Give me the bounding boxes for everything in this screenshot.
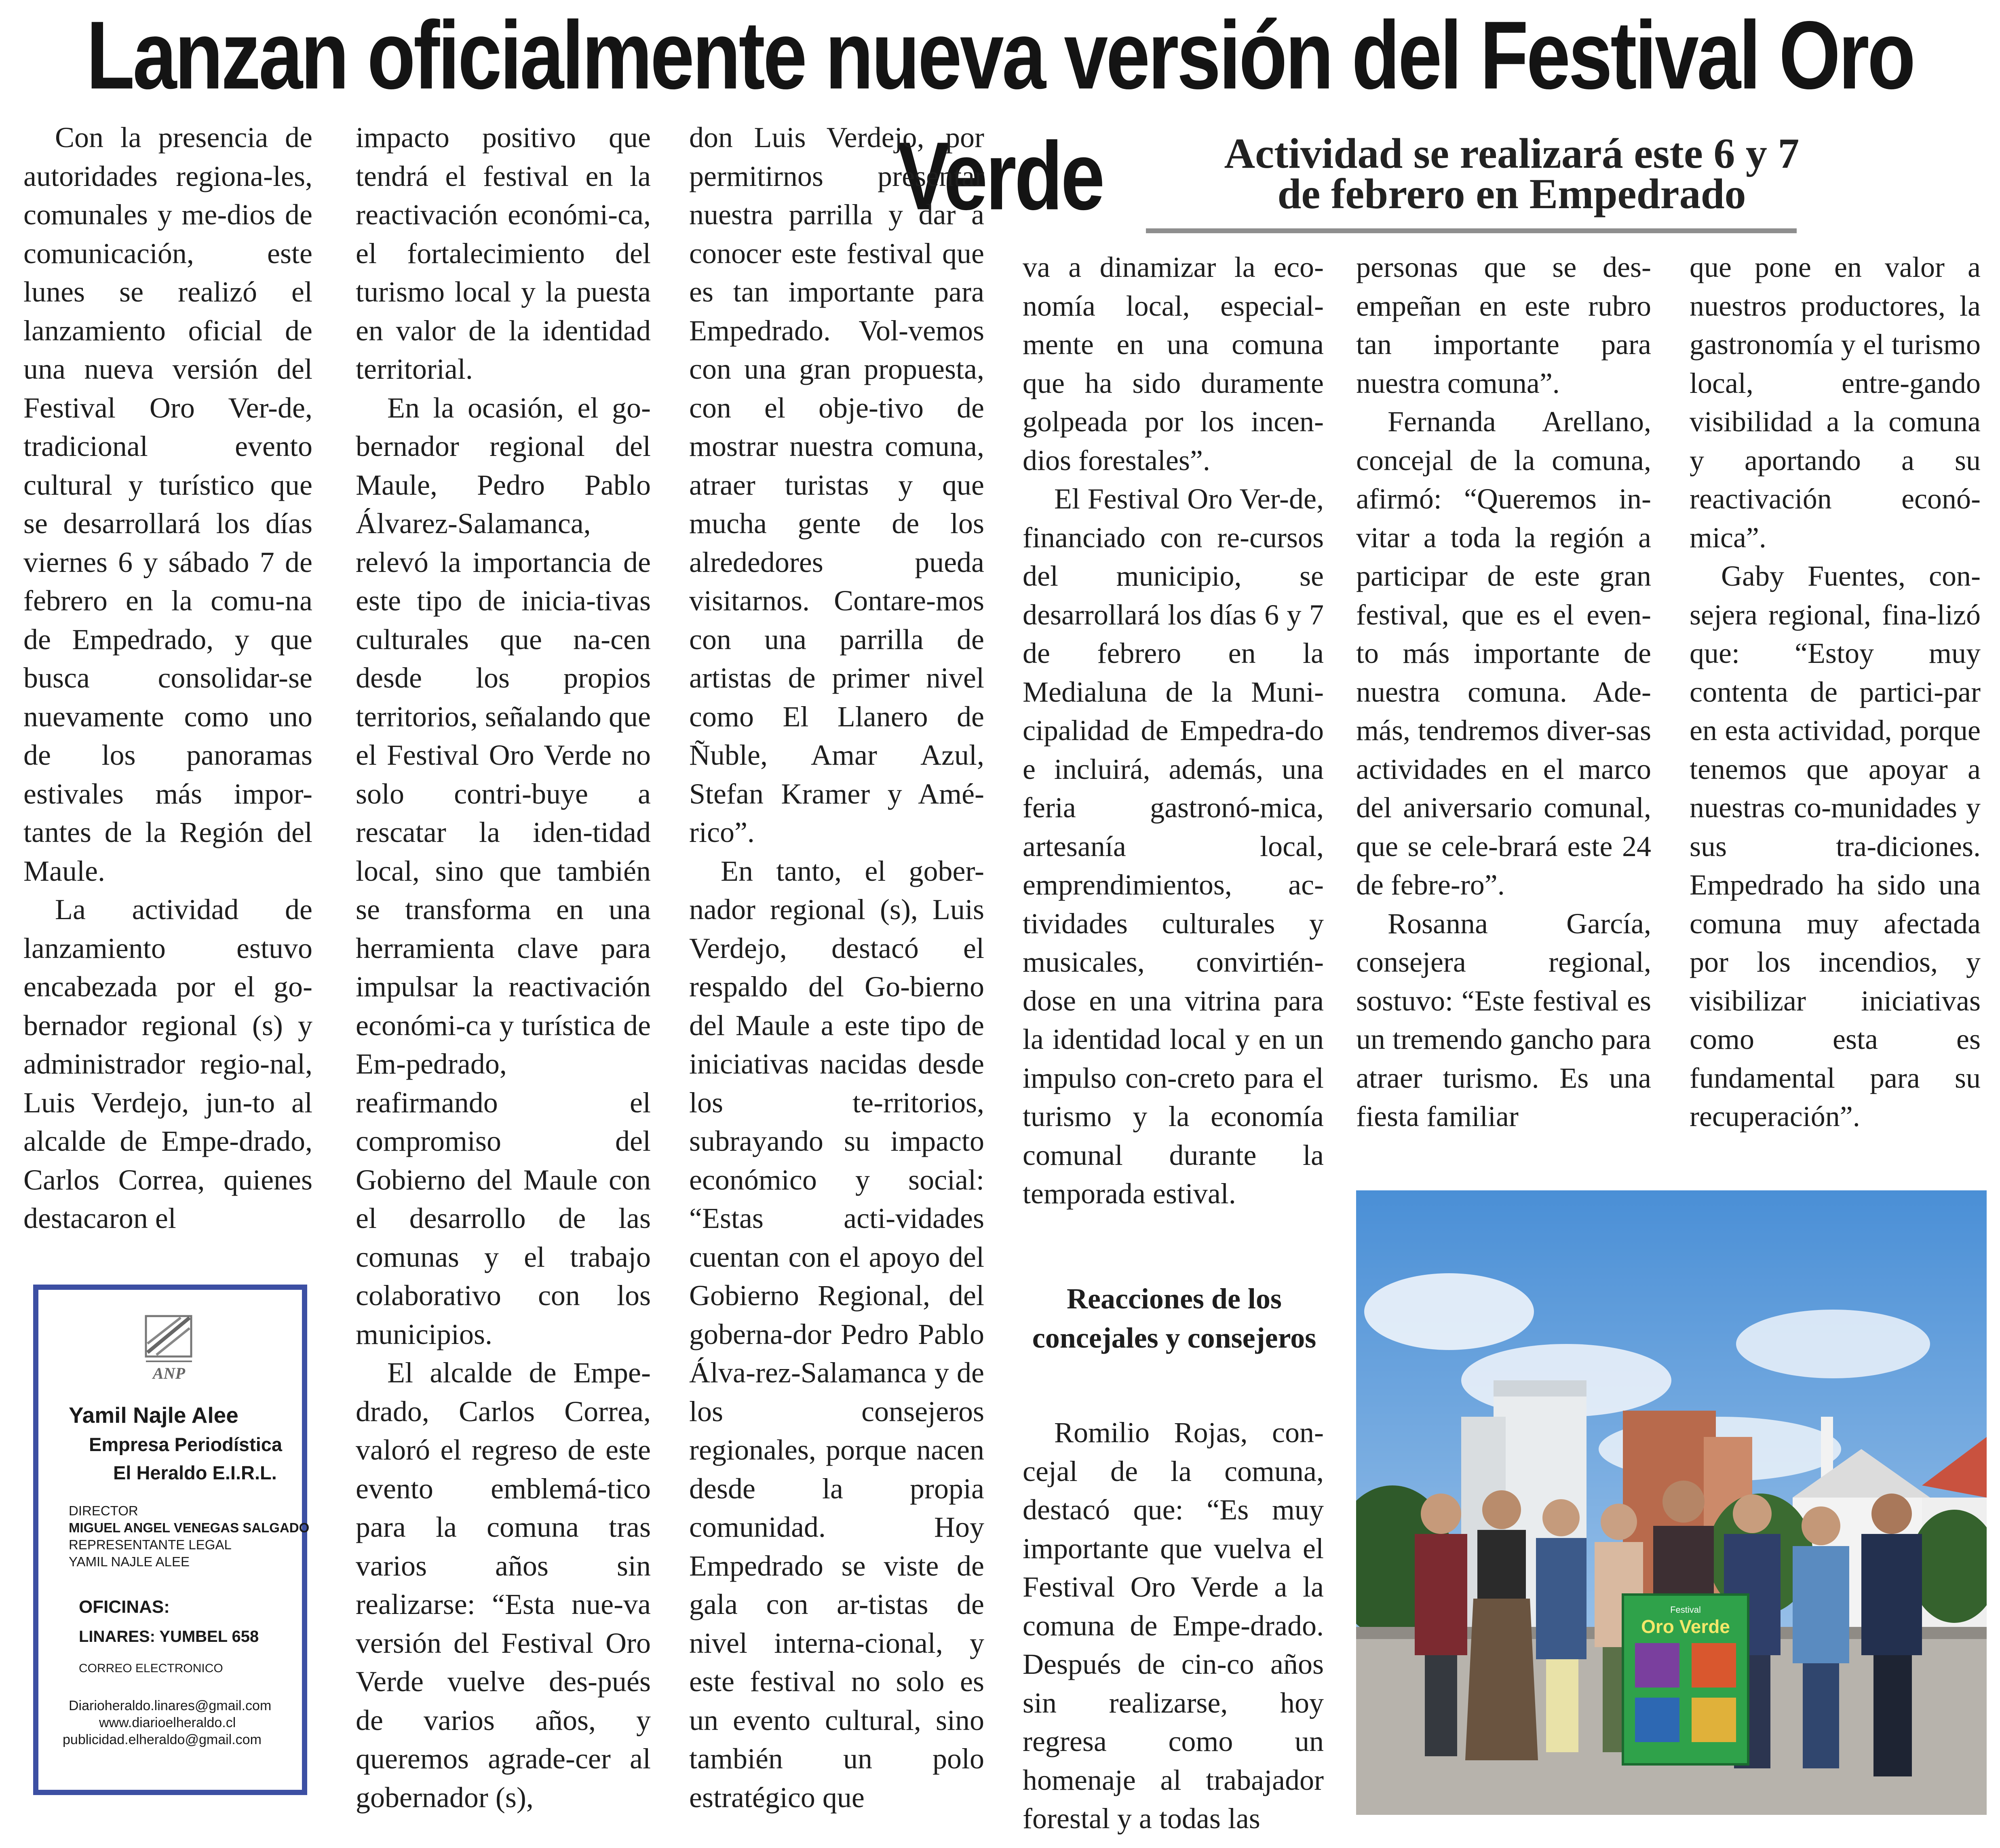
legal-rep-name: YAMIL NAJLE ALEE — [69, 1554, 190, 1569]
masthead-box — [33, 1285, 310, 1795]
column-4-paragraph-2: El Festival Oro Ver-de, financiado con re-cursos del municipio, se desarrollará los días 6 y 7 de febrero en la Medialuna de la Muni-cipalidad de Empedra-do e incluirá, además, una feria gastronó-mica, artesanía local, emprendimientos, ac-tividades culturales y musicales, convirtién-dose en una vitrina para la identidad local y en un impulso con-creto para el turismo y la economía comunal durante la temporada estival. — [1023, 483, 1324, 1210]
article-column-3 — [689, 118, 984, 1817]
column-1-paragraph-1: Con la presencia de autoridades regiona-les, comunales y me-dios de comunicación, este lunes se realizó el lanzamiento oficial de una nueva versión del Festival Oro Ver-de, tradicional evento cultural y turístico que se desarrollará los días viernes 6 y sábado 7 de febrero en la comu-na de Empedrado, y que busca consolidar-se nuevamente como uno de los panoramas estivales más impor-tantes de la Región del Maule. — [23, 121, 312, 887]
deck-line-1: Actividad se realizará este 6 y 7 — [1224, 130, 1800, 177]
website: www.diarioelheraldo.cl — [99, 1715, 236, 1730]
headline: Lanzan oficialmente nueva versión del Festival Oro Verde — [86, 1, 1914, 230]
deck-subtitle — [1128, 130, 1896, 217]
poster-title: Oro Verde — [1641, 1616, 1730, 1637]
email-news: Diarioheraldo.linares@gmail.com — [69, 1698, 272, 1713]
article-column-6 — [1690, 248, 1981, 1136]
column-4-paragraph-3: Romilio Rojas, con-cejal de la comuna, destacó que: “Es muy importante que vuelva el Festival Oro Verde a la comuna de Empe-drado. Después de cin-co años sin realizarse, hoy regresa como un homenaje al trabajador forestal y a todas las — [1023, 1416, 1324, 1835]
article-column-5 — [1356, 248, 1651, 1136]
publisher-name: Yamil Najle Alee — [69, 1403, 238, 1428]
section-subhead: Reacciones de los concejales y consejeros — [1032, 1283, 1316, 1354]
festival-poster-icon — [1623, 1595, 1748, 1764]
column-5-paragraph-3: Rosanna García, consejera regional, sostuvo: “Este festival es un tremendo gancho para atraer turismo. Es una fiesta familiar — [1356, 907, 1651, 1133]
column-2-paragraph-2: En la ocasión, el go-bernador regional del Maule, Pedro Pablo Álvarez-Salamanca, relevó la importancia de este tipo de inicia-tivas culturales que na-cen desde los propios territorios, señalando que el Festival Oro Verde no solo contri-buye a rescatar la iden-tidad local, sino que también se transforma en una herramienta clave para impulsar la reactivación económi-ca y turística de Em-pedrado, reafirmando el compromiso del Gobierno del Maule con el desarrollo de las comunas y el trabajo colaborativo con los municipios. — [356, 391, 651, 1350]
legal-rep-label: REPRESENTANTE LEGAL — [69, 1537, 232, 1552]
group-photo-image — [1356, 1190, 1987, 1815]
email-advertising: publicidad.elheraldo@gmail.com — [63, 1732, 262, 1747]
column-1-paragraph-2: La actividad de lanzamiento estuvo encabezada por el go-bernador regional (s) y administrador regio-nal, Luis Verdejo, jun-to al alcalde de Empe-drado, Carlos Correa, quienes destacaron el — [23, 893, 312, 1234]
deck-underline-rule — [1146, 228, 1797, 233]
column-6-paragraph-2: Gaby Fuentes, con-sejera regional, fina-lizó que: “Estoy muy contenta de partici-par en esta actividad, porque tenemos que apoyar a nuestras co-munidades y sus tra-diciones. Empedrado ha sido una comuna muy afectada por los incendios, y visibilizar iniciativas como esta es fundamental para su recuperación”. — [1690, 560, 1981, 1133]
anp-logo-icon — [139, 1312, 199, 1383]
director-name: MIGUEL ANGEL VENEGAS SALGADO — [69, 1520, 310, 1535]
company-line-1: Empresa Periodística — [89, 1434, 283, 1455]
column-5-paragraph-2: Fernanda Arellano, concejal de la comuna, afirmó: “Queremos in-vitar a toda la región a participar de este gran festival, que es el even-to más importante de nuestra comuna. Ade-más, tendremos diver-sas actividades en el marco del aniversario comunal, que se cele-brará este 24 de febre-ro”. — [1356, 405, 1651, 901]
email-label: CORREO ELECTRONICO — [79, 1662, 223, 1675]
column-5-paragraph-1: personas que se des-empeñan en este rubro tan importante para nuestra comuna”. — [1356, 251, 1651, 399]
article-column-4-top — [1023, 248, 1324, 1213]
anp-logo-text: ANP — [153, 1364, 185, 1382]
director-label: DIRECTOR — [69, 1503, 138, 1518]
offices-address: LINARES: YUMBEL 658 — [79, 1628, 259, 1645]
column-2-paragraph-3: El alcalde de Empe-drado, Carlos Correa, valoró el regreso de este evento emblemá-tico para la comuna tras varios años sin realizarse: “Esta nue-va versión del Festival Oro Verde vuelve des-pués de varios años, y queremos agrade-cer al gobernador (s), — [356, 1356, 651, 1814]
column-3-paragraph-2: En tanto, el gober-nador regional (s), Luis Verdejo, destacó el respaldo del Go-bierno del Maule a este tipo de iniciativas nacidas desde los te-rritorios, subrayando su impacto económico y social: “Estas acti-vidades cuentan con el apoyo del Gobierno Regional, del goberna-dor Pedro Pablo Álva-rez-Salamanca y de los consejeros regionales, porque nacen desde la propia comunidad. Hoy Empedrado se viste de gala con ar-tistas de nivel interna-cional, y este festival no solo es un evento cultural, sino también un polo estratégico que — [689, 854, 984, 1814]
article-column-4-bottom — [1023, 1413, 1324, 1838]
column-2-paragraph-1: impacto positivo que tendrá el festival en la reactivación económi-ca, el fortalecimiento del turismo local y la puesta en valor de la identidad territorial. — [356, 121, 651, 385]
poster-small-title: Festival — [1670, 1605, 1701, 1615]
article-column-1 — [23, 118, 312, 1238]
company-line-2: El Heraldo E.I.R.L. — [113, 1462, 277, 1483]
deck-line-2: de febrero en Empedrado — [1277, 170, 1746, 217]
column-3-paragraph-1: don Luis Verdejo, por permitirnos presentar nuestra parrilla y dar a conocer este festival que es tan importante para Empedrado. Vol-vemos con una gran propuesta, con el obje-tivo de mostrar nuestra comuna, atraer turistas y que mucha gente de los alrededores pueda visitarnos. Contare-mos con una parrilla de artistas de primer nivel como El Llanero de Ñuble, Amar Azul, Stefan Kramer y Amé-rico”. — [689, 121, 984, 848]
article-column-2 — [356, 118, 651, 1817]
group-photo — [1356, 1190, 1987, 1815]
column-4-paragraph-1: va a dinamizar la eco-nomía local, especial-mente en una comuna que ha sido duramente golpeada por los incen-dios forestales”. — [1023, 251, 1324, 477]
offices-label: OFICINAS: — [79, 1597, 170, 1617]
column-6-paragraph-1: que pone en valor a nuestros productores, la gastronomía y el turismo local, entre-gando visibilidad a la comuna y aportando a su reactivación econó-mica”. — [1690, 251, 1981, 554]
